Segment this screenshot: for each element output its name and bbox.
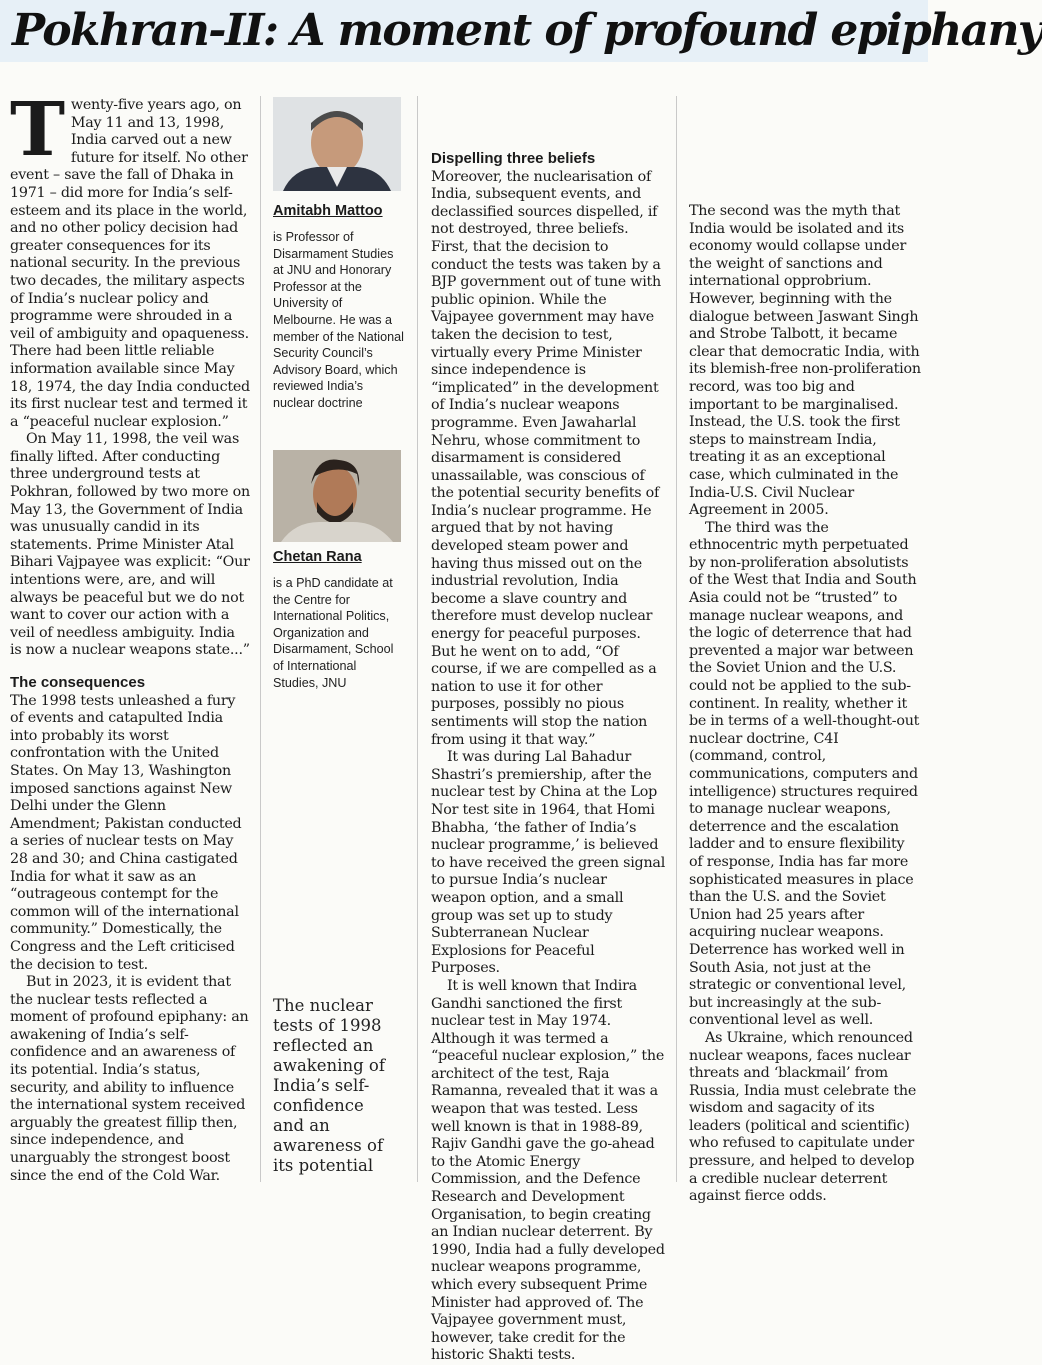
paragraph-4: But in 2023, it is evident that the nuclear tests reflected a moment of profound epiphany: an awakening of India’s self-confidence and an awareness of its potential. India’s status, security, and ability to influence the international system received arguably the greatest fillip then, since independence, and unarguably the strongest boost since the end of the Cold War. [10, 974, 249, 1184]
author-name-amitabh-mattoo: Amitabh Mattoo [273, 203, 383, 219]
column-3 [431, 97, 666, 1364]
paragraph-8: The second was the myth that India would be isolated and its economy would collapse under the weight of sanctions and international opprobrium. However, beginning with the dialogue between Jaswant Singh and Strobe Talbott, it became clear that democratic India, with its blemish-free non-proliferation record, was too big and important to be marginalised. Instead, the U.S. took the first steps to mainstream India, treating it as an exceptional case, which culminated in the India-U.S. Civil Nuclear Agreement in 2005. [689, 203, 921, 519]
paragraph-9: The third was the ethnocentric myth perpetuated by non-proliferation absolutists of the West that India and South Asia could not be “trusted” to manage nuclear weapons, and the logic of deterrence that had prevented a major war between the Soviet Union and the U.S. could not be applied to the sub-continent. In reality, whether it be in terms of a well-thought-out nuclear doctrine, C4I (command, control, communications, computers and intelligence) structures required to manage nuclear weapons, deterrence and the escalation ladder and to ensure flexibility of response, India has far more sophisticated measures in place than the U.S. and the Soviet Union had 25 years after acquiring nuclear weapons. Deterrence has worked well in South Asia, not just at the strategic or conventional level, but increasingly at the sub-conventional level as well. [689, 519, 920, 1029]
author-photo-chetan-rana [273, 450, 401, 542]
author-bio-amitabh-mattoo: is Professor of Disarmament Studies at JNU and Honorary Professor at the University of Melbourne. He was a member of the National Security Council’s Advisory Board, which reviewed India’s nuclear doctrine [273, 230, 404, 410]
author-name-chetan-rana: Chetan Rana [273, 549, 362, 565]
paragraph-10: As Ukraine, which renounced nuclear weapons, faces nuclear threats and ‘blackmail’ from Russia, India must celebrate the wisdom and sagacity of its leaders (political and scientific) who refused to capitulate under pressure, and helped to develop a credible nuclear deterrent against fierce odds. [689, 1029, 917, 1205]
paragraph-1 [10, 87, 250, 431]
subhead-dispelling: Dispelling three beliefs [431, 150, 596, 167]
column-4 [689, 97, 921, 1205]
paragraph-7: It is well known that Indira Gandhi sanctioned the first nuclear test in May 1974. Although it was termed a “peaceful nuclear explosion,” the architect of the test, Raja Ramanna, revealed that it was a weapon that was tested. Less well known is that in 1988-89, Rajiv Gandhi gave the go-ahead to the Atomic Energy Commission, and the Defence Research and Development Organisation, to begin creating an Indian nuclear deterrent. By 1990, India had a fully developed nuclear weapons programme, which every subsequent Prime Minister had approved of. The Vajpayee government must, however, take credit for the historic Shakti tests. [431, 977, 665, 1364]
author-photo-amitabh-mattoo [273, 97, 401, 191]
column-rule [260, 96, 261, 1182]
author-bio-chetan-rana: is a PhD candidate at the Centre for International Politics, Organization and Disarmament, School of International Studies, JNU [273, 576, 394, 690]
paragraph-3: The 1998 tests unleashed a fury of events and catapulted India into probably its worst confrontation with the United States. On May 13, Washington imposed sanctions against New Delhi under the Glenn Amendment; Pakistan conducted a series of nuclear tests on May 28 and 30; and China castigated India for what it saw as an “outrageous contempt for the common will of the international community.” Domestically, the Congress and the Left criticised the decision to test. [10, 692, 242, 973]
pull-quote: The nuclear tests of 1998 reflected an awakening of India’s self-confidence and an awareness of its potential [273, 996, 385, 1175]
subhead-consequences: The consequences [10, 674, 146, 691]
paragraph-6: It was during Lal Bahadur Shastri’s premiership, after the nuclear test by China at the Lop Nor test site in 1964, that Homi Bhabha, ‘the father of India’s nuclear programme,’ is believed to have received the green signal to pursue India’s nuclear weapon option, and a small group was set up to study Subterranean Nuclear Explosions for Peaceful Purposes. [431, 749, 666, 977]
paragraph-1-text: wenty-five years ago, on May 11 and 13, 1998, India carved out a new future for itself. No other event – save the fall of Dhaka in 1971 – did more for India’s self-esteem and its place in the world, and no other policy decision had greater consequences for its national security. In the previous two decades, the military aspects of India’s nuclear policy and programme were shrouded in a veil of ambiguity and opaqueness. There had been little reliable information available since May 18, 1974, the day India conducted its first nuclear test and termed it a “peaceful nuclear explosion.” [10, 97, 250, 430]
paragraph-2: On May 11, 1998, the veil was finally lifted. After conducting three underground tests at Pokhran, followed by two more on May 13, the Government of India was unusually candid in its statements. Prime Minister Atal Bihari Vajpayee was explicit: “Our intentions were, are, and will always be peaceful but we do not want to cover our action with a veil of needless ambiguity. India is now a nuclear weapons state...” [10, 431, 250, 659]
column-rule [676, 96, 677, 1182]
headline: Pokhran-II: A moment of profound epiphany [12, 5, 1042, 56]
drop-cap: T [10, 87, 65, 173]
paragraph-5: Moreover, the nuclearisation of India, subsequent events, and declassified sources dispelled, if not destroyed, three beliefs. First, that the decision to conduct the tests was taken by a BJP government out of tune with public opinion. While the Vajpayee government may have taken the decision to test, virtually every Prime Minister since independence is “implicated” in the development of India’s nuclear weapons programme. Even Jawaharlal Nehru, whose commitment to disarmament is considered unassailable, was conscious of the potential security benefits of India’s nuclear programme. He argued that by not having developed steam power and having thus missed out on the industrial revolution, India become a slave country and therefore must develop nuclear energy for peaceful purposes. But he went on to add, “Of course, if we are compelled as a nation to use it for other purposes, possibly no pious sentiments will stop the nation from using it that way.” [431, 168, 661, 748]
column-rule [417, 96, 418, 1182]
column-1 [10, 87, 250, 1187]
